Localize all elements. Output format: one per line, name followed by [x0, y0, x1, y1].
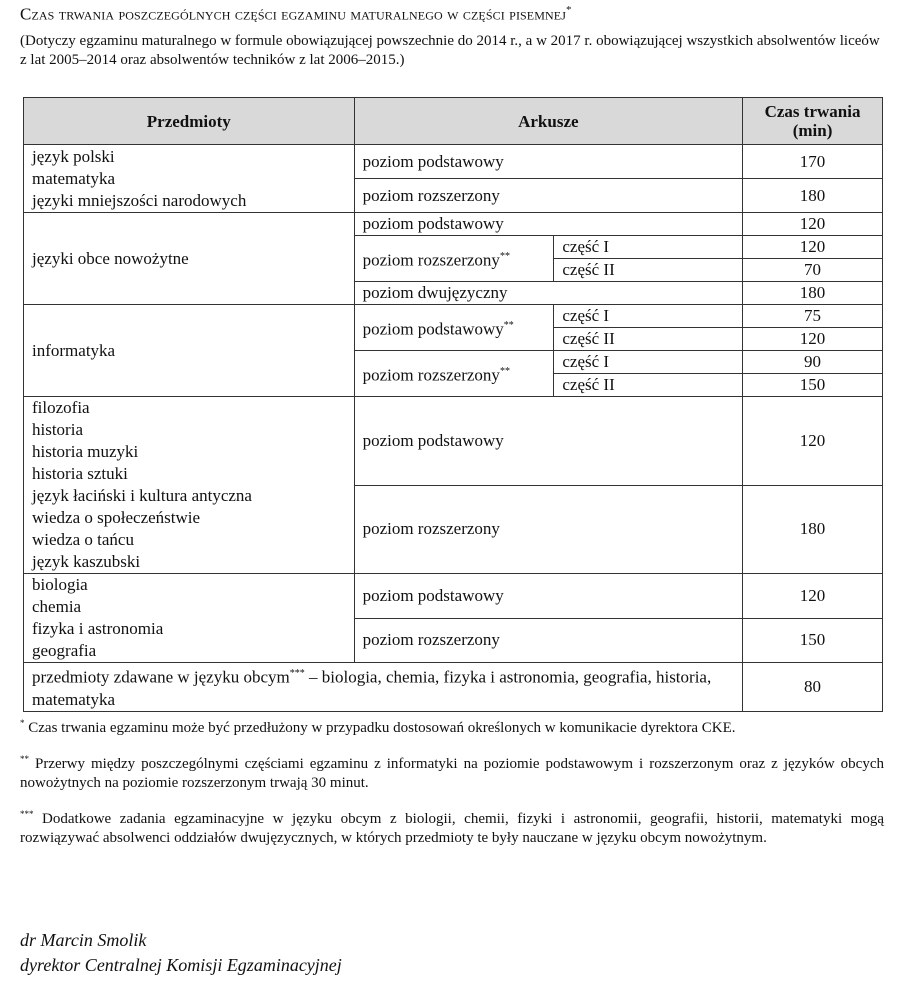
- subjects-cell: [24, 397, 355, 574]
- footnote-mark: ***: [20, 809, 34, 819]
- part-cell: część I: [554, 236, 743, 259]
- level-label: poziom podstawowy: [362, 319, 504, 339]
- subject-item: matematyka: [32, 168, 116, 188]
- subject-item: wiedza o społeczeństwie: [32, 508, 201, 527]
- subject-item: język polski: [32, 146, 115, 166]
- time-cell: 120: [743, 328, 883, 351]
- subject-item: geografia: [32, 641, 97, 660]
- header-time: Czas trwania (min): [743, 98, 883, 145]
- footnote-text: Czas trwania egzaminu może być przedłużony w przypadku dostosowań określonych w komunikacie dyrektora CKE.: [24, 720, 736, 736]
- exam-duration-table: [23, 97, 883, 712]
- table-row: [24, 145, 883, 179]
- part-cell: część II: [554, 259, 743, 282]
- level-label: poziom rozszerzony: [362, 365, 500, 385]
- footnote: [20, 714, 884, 738]
- level-cell: poziom rozszerzony: [354, 485, 743, 574]
- subject-item: fizyka i astronomia: [32, 619, 164, 638]
- subject-item: biologia: [32, 575, 88, 594]
- subject-item: historia sztuki: [32, 464, 128, 483]
- subjects-cell: informatyka: [24, 305, 355, 397]
- foreign-subjects-list: – biologia, chemia, fizyka i astronomia, geografia, historia, matematyka: [32, 667, 712, 709]
- subjects-cell: języki obce nowożytne: [24, 213, 355, 305]
- table-row: [24, 397, 883, 486]
- header-subjects: Przedmioty: [24, 98, 355, 145]
- time-cell: 80: [743, 663, 883, 712]
- footnote-text: Dodatkowe zadania egzaminacyjne w języku obcym z biologii, chemii, fizyki i astronomii, geografii, historii, matematyki mogą rozwiązywać absolwenci oddziałów dwujęzycznych, w których przedmioty te były nauczane w języku obcym nowożytnym.: [20, 811, 884, 846]
- foreign-language-subjects-cell: [24, 663, 743, 712]
- subject-item: historia: [32, 420, 83, 439]
- part-cell: część I: [554, 305, 743, 328]
- footnote: [20, 805, 884, 848]
- footnote: [20, 750, 884, 793]
- time-cell: 170: [743, 145, 883, 179]
- level-cell: poziom rozszerzony: [354, 179, 743, 213]
- footnote-mark: **: [499, 365, 510, 377]
- level-cell: poziom dwujęzyczny: [354, 282, 743, 305]
- time-cell: 150: [743, 374, 883, 397]
- footnote-mark: **: [499, 250, 510, 262]
- document-subtitle: (Dotyczy egzaminu maturalnego w formule obowiązującej powszechnie do 2014 r., a w 2017 r. obowiązującej wszystkich absolwentów liceów z lat 2005–2014 oraz absolwentów techników z lat 2006–2015.): [20, 33, 880, 68]
- time-cell: 180: [743, 282, 883, 305]
- subject-item: język kaszubski: [32, 552, 141, 571]
- subjects-cell: [24, 574, 355, 663]
- header-sheets: Arkusze: [354, 98, 743, 145]
- table-row: [24, 663, 883, 712]
- footnote-mark: ***: [289, 668, 305, 679]
- subject-item: wiedza o tańcu: [32, 530, 134, 549]
- subject-item: historia muzyki: [32, 442, 139, 461]
- table-row: [24, 305, 883, 328]
- subject-item: chemia: [32, 597, 82, 616]
- level-cell: [354, 236, 554, 282]
- footnote-text: Przerwy między poszczególnymi częściami egzaminu z informatyki na poziomie podstawowym i rozszerzonym oraz z języków obcych nowożytnych na poziomie rozszerzonym trwają 30 minut.: [20, 756, 884, 791]
- subjects-cell: [24, 145, 355, 213]
- time-cell: 70: [743, 259, 883, 282]
- signature-block: [20, 928, 342, 978]
- footnote-mark: *: [20, 718, 25, 728]
- time-cell: 120: [743, 236, 883, 259]
- level-cell: poziom podstawowy: [354, 397, 743, 486]
- level-cell: [354, 305, 554, 351]
- footnotes: [20, 714, 884, 860]
- level-cell: poziom podstawowy: [354, 145, 743, 179]
- title-footnote-mark: *: [565, 4, 572, 16]
- time-cell: 150: [743, 618, 883, 663]
- signatory-role: dyrektor Centralnej Komisji Egzaminacyjnej: [20, 955, 342, 975]
- level-cell: [354, 351, 554, 397]
- header-row: [24, 98, 883, 145]
- level-cell: poziom rozszerzony: [354, 618, 743, 663]
- foreign-subjects-label: przedmioty zdawane w języku obcym: [32, 667, 290, 687]
- footnote-mark: **: [20, 754, 29, 764]
- subject-item: język łaciński i kultura antyczna: [32, 486, 252, 505]
- time-cell: 120: [743, 213, 883, 236]
- part-cell: część II: [554, 328, 743, 351]
- time-cell: 90: [743, 351, 883, 374]
- signatory-name: dr Marcin Smolik: [20, 930, 147, 950]
- time-cell: 180: [743, 485, 883, 574]
- time-cell: 75: [743, 305, 883, 328]
- time-cell: 180: [743, 179, 883, 213]
- level-label: poziom rozszerzony: [362, 250, 500, 270]
- subject-item: języki mniejszości narodowych: [32, 190, 247, 210]
- subject-item: filozofia: [32, 398, 90, 417]
- level-cell: poziom podstawowy: [354, 574, 743, 619]
- table-row: [24, 574, 883, 619]
- title-text: Czas trwania poszczególnych części egzaminu maturalnego w części pisemnej: [20, 4, 566, 24]
- table-row: [24, 213, 883, 236]
- time-cell: 120: [743, 574, 883, 619]
- part-cell: część II: [554, 374, 743, 397]
- footnote-mark: **: [503, 319, 514, 331]
- part-cell: część I: [554, 351, 743, 374]
- level-cell: poziom podstawowy: [354, 213, 743, 236]
- document-title: [20, 4, 572, 25]
- time-cell: 120: [743, 397, 883, 486]
